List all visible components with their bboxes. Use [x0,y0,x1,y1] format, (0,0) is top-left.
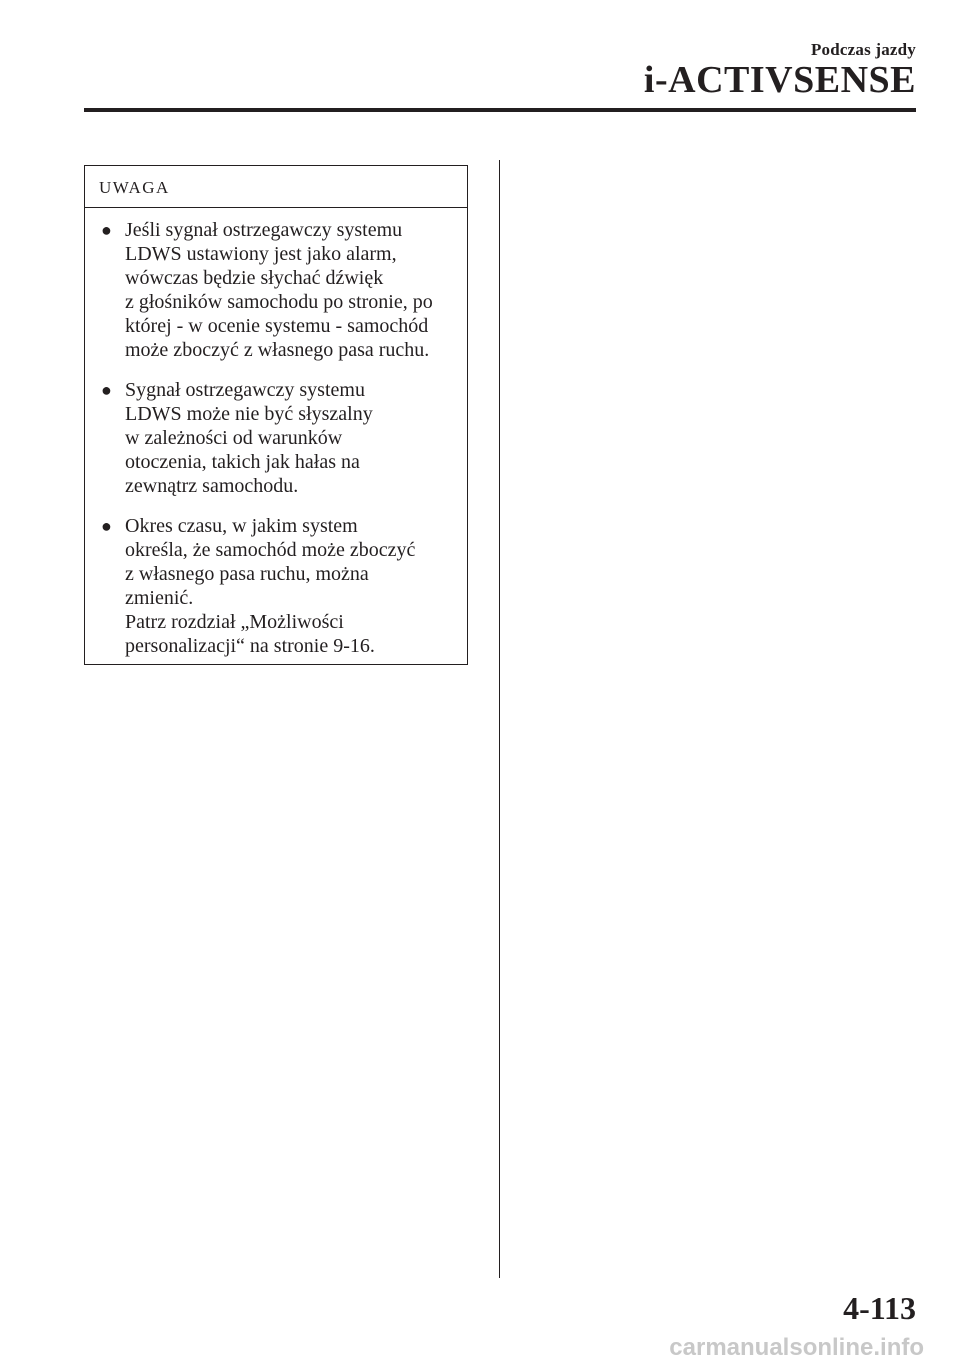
header-rule [84,108,916,112]
page-number: 4-113 [843,1290,916,1326]
column-divider [499,160,500,1278]
note-line: Sygnał ostrzegawczy systemu [125,379,365,401]
note-line: otoczenia, takich jak hałas na [125,451,360,473]
note-line: w zależności od warunków [125,427,343,449]
note-header: UWAGA [85,166,467,208]
note-line: LDWS może nie być słyszalny [125,403,373,425]
note-line: z głośników samochodu po stronie, po [125,291,433,313]
bullet-icon: ● [101,220,112,240]
section-label: Podczas jazdy [810,40,916,59]
note-line: Patrz rozdział „Możliwości [125,611,344,633]
note-line: z własnego pasa ruchu, można [125,563,369,585]
note-line: Okres czasu, w jakim system [125,515,358,537]
note-line: zewnątrz samochodu. [125,475,299,497]
bullet-icon: ● [101,380,112,400]
note-list [85,208,467,658]
bullet-icon: ● [101,516,112,536]
note-item [99,218,455,362]
note-box [84,165,468,665]
note-line: której - w ocenie systemu - samochód [125,315,429,337]
note-item [99,378,455,498]
note-line: Jeśli sygnał ostrzegawczy systemu [125,219,403,241]
note-line: zmienić. [125,587,194,609]
note-line: może zboczyć z własnego pasa ruchu. [125,339,430,361]
note-line: określa, że samochód może zboczyć [125,539,416,561]
watermark: carmanualsonline.info [669,1334,924,1361]
note-item [99,514,455,658]
note-line: wówczas będzie słychać dźwięk [125,267,384,289]
note-line: LDWS ustawiony jest jako alarm, [125,243,397,265]
note-line: personalizacji“ na stronie 9-16. [125,635,375,657]
chapter-title: i-ACTIVSENSE [643,59,916,101]
